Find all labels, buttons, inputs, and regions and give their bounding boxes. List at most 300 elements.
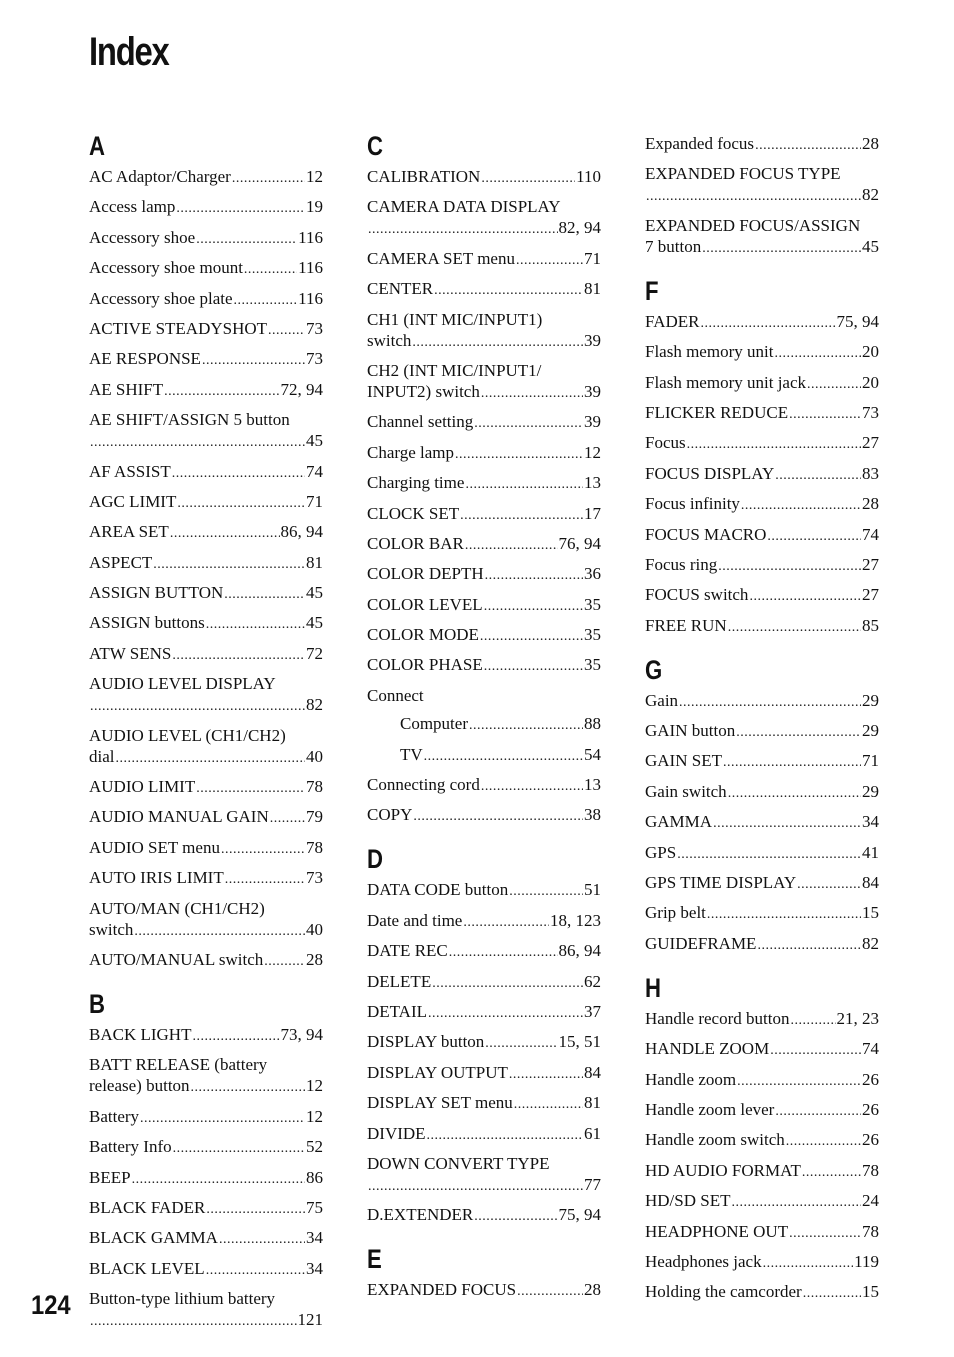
entry-page: 61 bbox=[584, 1123, 601, 1143]
entry-row bbox=[367, 940, 601, 963]
entry-page: 74 bbox=[862, 1039, 879, 1059]
entry-row bbox=[645, 1190, 879, 1213]
index-entry bbox=[89, 1136, 323, 1159]
dot-leader bbox=[646, 186, 861, 207]
dot-leader bbox=[509, 1064, 583, 1085]
dot-leader bbox=[797, 874, 861, 895]
entry-name: GAIN button bbox=[645, 721, 736, 741]
entry-first-line: CH2 (INT MIC/INPUT1/ bbox=[367, 360, 542, 380]
entry-page: 28 bbox=[306, 949, 323, 969]
dot-leader bbox=[432, 973, 583, 994]
dot-leader bbox=[485, 1033, 557, 1054]
index-entry bbox=[367, 503, 601, 526]
dot-leader bbox=[244, 259, 297, 280]
entry-row bbox=[89, 348, 323, 371]
index-entry bbox=[645, 750, 879, 773]
dot-leader bbox=[460, 505, 583, 526]
entry-page: 110 bbox=[576, 167, 601, 186]
dot-leader bbox=[465, 474, 583, 495]
entry-page: 71 bbox=[862, 751, 879, 771]
dot-leader bbox=[134, 921, 305, 942]
index-entry bbox=[645, 524, 879, 547]
dot-leader bbox=[517, 1281, 583, 1302]
section-letter: D bbox=[367, 844, 383, 875]
dot-leader bbox=[713, 813, 861, 834]
dot-leader bbox=[755, 135, 861, 156]
index-entry bbox=[645, 1099, 879, 1122]
dot-leader bbox=[368, 1176, 583, 1197]
index-entry bbox=[89, 1288, 323, 1332]
entry-page: 116 bbox=[298, 227, 323, 247]
dot-leader bbox=[707, 904, 861, 925]
entry-name: FOCUS switch bbox=[645, 585, 749, 605]
entry-row bbox=[89, 1106, 323, 1129]
index-entry bbox=[645, 933, 879, 956]
entry-page: 39 bbox=[584, 330, 601, 350]
index-entry bbox=[89, 582, 323, 605]
index-entry bbox=[89, 1024, 323, 1047]
entry-page: 81 bbox=[584, 1093, 601, 1113]
index-entry bbox=[89, 379, 323, 402]
entry-page: 81 bbox=[584, 279, 601, 299]
dot-leader bbox=[485, 565, 583, 586]
entry-page: 13 bbox=[584, 473, 601, 493]
entry-name: Channel setting bbox=[367, 412, 474, 432]
entry-name: Connecting cord bbox=[367, 775, 480, 795]
section-letter: E bbox=[367, 1244, 382, 1275]
entry-row bbox=[89, 1227, 323, 1250]
entry-row bbox=[645, 311, 879, 334]
index-entry bbox=[645, 1221, 879, 1244]
index-entry bbox=[645, 811, 879, 834]
entry-page: 119 bbox=[854, 1251, 879, 1271]
entry-page: 45 bbox=[306, 583, 323, 603]
entry-page: 26 bbox=[862, 1099, 879, 1119]
dot-leader bbox=[463, 912, 549, 933]
entry-name: DISPLAY OUTPUT bbox=[367, 1062, 508, 1082]
dot-leader bbox=[700, 313, 835, 334]
index-entry bbox=[645, 402, 879, 425]
entry-name: Focus bbox=[645, 433, 686, 453]
dot-leader bbox=[177, 493, 305, 514]
index-entry bbox=[645, 720, 879, 743]
entry-row bbox=[367, 1174, 601, 1197]
entry-name: Handle zoom bbox=[645, 1069, 737, 1089]
entry-row bbox=[367, 411, 601, 434]
entry-page: 82 bbox=[862, 185, 879, 205]
entry-page: 12 bbox=[306, 1076, 323, 1096]
index-entry bbox=[367, 411, 601, 434]
index-entry bbox=[645, 842, 879, 865]
entry-page: 29 bbox=[862, 721, 879, 741]
entry-name: Focus infinity bbox=[645, 494, 740, 514]
index-entry bbox=[89, 1227, 323, 1250]
entry-row bbox=[89, 1258, 323, 1281]
entry-name: Grip belt bbox=[645, 903, 706, 923]
entry-row bbox=[89, 746, 323, 769]
entry-row bbox=[367, 1204, 601, 1227]
entry-name: Battery Info bbox=[89, 1137, 172, 1157]
entry-name: release) button bbox=[89, 1076, 190, 1096]
entry-row bbox=[645, 720, 879, 743]
entry-page: 62 bbox=[584, 971, 601, 991]
index-entry bbox=[89, 949, 323, 972]
entry-page: 35 bbox=[584, 655, 601, 675]
entry-row bbox=[367, 533, 601, 556]
index-entry bbox=[367, 971, 601, 994]
entry-row bbox=[645, 1008, 879, 1031]
entry-page: 76, 94 bbox=[558, 533, 601, 553]
dot-leader bbox=[774, 343, 861, 364]
index-entry bbox=[645, 1190, 879, 1213]
entry-page: 86 bbox=[306, 1167, 323, 1187]
section-letter: C bbox=[367, 131, 383, 161]
entry-row bbox=[645, 493, 879, 516]
dot-leader bbox=[206, 1199, 305, 1220]
entry-first-line: Button-type lithium battery bbox=[89, 1289, 276, 1309]
entry-row bbox=[89, 379, 323, 402]
dot-leader bbox=[172, 645, 305, 666]
entry-row bbox=[367, 1092, 601, 1115]
dot-leader bbox=[225, 869, 305, 890]
index-entry bbox=[89, 1106, 323, 1129]
entry-name: BLACK FADER bbox=[89, 1197, 206, 1217]
entry-name: Battery bbox=[89, 1106, 140, 1126]
index-entry bbox=[89, 461, 323, 484]
entry-row bbox=[400, 713, 601, 736]
index-entry bbox=[367, 1279, 601, 1302]
entry-page: 81 bbox=[306, 552, 323, 572]
index-entry bbox=[89, 491, 323, 514]
entry-name: DETAIL bbox=[367, 1001, 428, 1021]
dot-leader bbox=[807, 374, 861, 395]
entry-name: AF ASSIST bbox=[89, 461, 171, 481]
entry-page: 39 bbox=[584, 381, 601, 401]
entry-row bbox=[645, 1160, 879, 1183]
index-entry bbox=[367, 196, 601, 240]
entry-page: 72, 94 bbox=[280, 379, 323, 399]
entry-row bbox=[367, 1279, 601, 1302]
entry-page: 15 bbox=[862, 1282, 879, 1302]
entry-page: 116 bbox=[298, 258, 323, 278]
index-entry bbox=[89, 227, 323, 250]
index-entry bbox=[89, 521, 323, 544]
entry-row bbox=[367, 166, 601, 189]
dot-leader bbox=[481, 383, 583, 404]
entry-first-line: AUTO/MAN (CH1/CH2) bbox=[89, 898, 265, 918]
dot-leader bbox=[737, 1071, 861, 1092]
entry-name: DATA CODE button bbox=[367, 880, 509, 900]
index-column-1 bbox=[89, 130, 323, 1340]
index-entry bbox=[89, 837, 323, 860]
page-title: Index bbox=[89, 30, 169, 74]
page-number: 124 bbox=[31, 1290, 71, 1320]
entry-row bbox=[367, 774, 601, 797]
entry-name: Headphones jack bbox=[645, 1251, 762, 1271]
entry-name: EXPANDED FOCUS bbox=[367, 1280, 517, 1300]
entry-name: BLACK LEVEL bbox=[89, 1258, 205, 1278]
index-entry bbox=[367, 1153, 601, 1197]
entry-first-line: CAMERA DATA DISPLAY bbox=[367, 197, 561, 217]
index-entry bbox=[367, 713, 601, 736]
index-entry bbox=[645, 1008, 879, 1031]
section-letter: A bbox=[89, 131, 105, 161]
entry-page: 82, 94 bbox=[558, 218, 601, 238]
entry-row bbox=[367, 879, 601, 902]
index-entry bbox=[367, 563, 601, 586]
entry-name: BACK LIGHT bbox=[89, 1024, 192, 1044]
entry-row bbox=[645, 184, 879, 207]
index-entry bbox=[89, 1054, 323, 1098]
entry-row bbox=[645, 933, 879, 956]
entry-name: COLOR MODE bbox=[367, 625, 479, 645]
index-entry bbox=[645, 1038, 879, 1061]
entry-name: DISPLAY SET menu bbox=[367, 1093, 513, 1113]
entry-page: 21, 23 bbox=[836, 1008, 879, 1028]
index-entry bbox=[367, 1062, 601, 1085]
index-entry bbox=[645, 493, 879, 516]
dot-leader bbox=[728, 783, 861, 804]
entry-page: 75 bbox=[306, 1197, 323, 1217]
dot-leader bbox=[802, 1162, 861, 1183]
entry-row bbox=[367, 503, 601, 526]
dot-leader bbox=[770, 1040, 861, 1061]
entry-page: 79 bbox=[306, 807, 323, 827]
dot-leader bbox=[424, 746, 583, 767]
entry-row bbox=[645, 872, 879, 895]
entry-name: Accessory shoe plate bbox=[89, 288, 233, 308]
entry-name: COLOR BAR bbox=[367, 533, 464, 553]
dot-leader bbox=[90, 432, 305, 453]
index-entry bbox=[89, 196, 323, 219]
entry-page: 45 bbox=[306, 431, 323, 451]
entry-row bbox=[89, 867, 323, 890]
entry-name: HD AUDIO FORMAT bbox=[645, 1160, 801, 1180]
entry-row bbox=[645, 584, 879, 607]
entry-name: Expanded focus bbox=[645, 134, 755, 153]
entry-page: 82 bbox=[862, 933, 879, 953]
dot-leader bbox=[270, 808, 305, 829]
index-entry bbox=[645, 341, 879, 364]
index-entry bbox=[89, 776, 323, 799]
dot-leader bbox=[718, 556, 861, 577]
dot-leader bbox=[731, 1192, 861, 1213]
entry-name: Gain switch bbox=[645, 781, 727, 801]
entry-name: BLACK GAMMA bbox=[89, 1228, 218, 1248]
entry-first-line: AUDIO LEVEL (CH1/CH2) bbox=[89, 725, 286, 745]
entry-row bbox=[89, 166, 323, 189]
dot-leader bbox=[172, 463, 305, 484]
index-entry bbox=[367, 1092, 601, 1115]
index-entry bbox=[645, 372, 879, 395]
section-letter: B bbox=[89, 988, 105, 1019]
entry-name: AUDIO LIMIT bbox=[89, 777, 196, 797]
index-entry bbox=[367, 654, 601, 677]
entry-page: 84 bbox=[862, 873, 879, 893]
index-entry bbox=[367, 744, 601, 767]
entry-name: ATW SENS bbox=[89, 643, 172, 663]
entry-name: ASSIGN buttons bbox=[89, 613, 205, 633]
entry-row bbox=[645, 1099, 879, 1122]
entry-row bbox=[645, 842, 879, 865]
dot-leader bbox=[509, 881, 583, 902]
entry-page: 78 bbox=[306, 837, 323, 857]
entry-name: HD/SD SET bbox=[645, 1191, 731, 1211]
entry-row bbox=[645, 402, 879, 425]
entry-heading-text: Connect bbox=[367, 685, 424, 705]
entry-row bbox=[367, 217, 601, 240]
entry-page: 74 bbox=[862, 524, 879, 544]
entry-page: 26 bbox=[862, 1069, 879, 1089]
entry-name: Accessory shoe mount bbox=[89, 258, 243, 278]
dot-leader bbox=[741, 495, 861, 516]
entry-name: ASPECT bbox=[89, 552, 153, 572]
entry-page: 45 bbox=[862, 236, 879, 256]
entry-row bbox=[89, 257, 323, 280]
entry-name: INPUT2) switch bbox=[367, 381, 480, 401]
entry-row bbox=[645, 1038, 879, 1061]
index-entry bbox=[89, 166, 323, 189]
entry-page: 75, 94 bbox=[558, 1205, 601, 1225]
entry-page: 73 bbox=[306, 868, 323, 888]
index-entry bbox=[367, 278, 601, 301]
dot-leader bbox=[116, 748, 306, 769]
entry-name: CAMERA SET menu bbox=[367, 248, 515, 268]
dot-leader bbox=[202, 350, 305, 371]
entry-page: 45 bbox=[306, 613, 323, 633]
entry-row bbox=[89, 919, 323, 942]
entry-row bbox=[645, 781, 879, 804]
index-entry bbox=[89, 725, 323, 769]
entry-page: 72 bbox=[306, 643, 323, 663]
index-entry bbox=[645, 163, 879, 207]
index-entry bbox=[367, 910, 601, 933]
section-letter: H bbox=[645, 972, 661, 1003]
dot-leader bbox=[173, 1138, 305, 1159]
entry-name: switch bbox=[89, 919, 134, 939]
entry-name: AREA SET bbox=[89, 522, 169, 542]
dot-leader bbox=[789, 404, 861, 425]
entry-page: 41 bbox=[862, 842, 879, 862]
index-entry bbox=[367, 248, 601, 271]
entry-page: 35 bbox=[584, 625, 601, 645]
dot-leader bbox=[449, 942, 558, 963]
dot-leader bbox=[803, 1283, 861, 1304]
index-entry bbox=[367, 804, 601, 827]
dot-leader bbox=[140, 1108, 305, 1129]
dot-leader bbox=[474, 413, 583, 434]
entry-page: 13 bbox=[584, 775, 601, 795]
index-entry bbox=[89, 552, 323, 575]
entry-row bbox=[89, 1167, 323, 1190]
entry-name: ACTIVE STEADYSHOT bbox=[89, 318, 268, 338]
entry-row bbox=[89, 612, 323, 635]
dot-leader bbox=[434, 280, 583, 301]
entry-page: 78 bbox=[306, 777, 323, 797]
entry-row bbox=[645, 1221, 879, 1244]
entry-page: 73 bbox=[862, 402, 879, 422]
index-entry bbox=[367, 166, 601, 189]
entry-name: DATE REC bbox=[367, 941, 448, 961]
entry-page: 28 bbox=[862, 494, 879, 514]
entry-name: AUDIO SET menu bbox=[89, 837, 220, 857]
index-entry bbox=[367, 1204, 601, 1227]
entry-page: 12 bbox=[584, 442, 601, 462]
entry-row bbox=[645, 372, 879, 395]
entry-first-line: EXPANDED FOCUS TYPE bbox=[645, 164, 841, 184]
entry-row bbox=[89, 461, 323, 484]
entry-name: FOCUS DISPLAY bbox=[645, 463, 775, 483]
index-entry bbox=[367, 472, 601, 495]
dot-leader bbox=[789, 1223, 861, 1244]
entry-name: COLOR DEPTH bbox=[367, 564, 484, 584]
entry-page: 35 bbox=[584, 594, 601, 614]
entry-name: dial bbox=[89, 746, 115, 766]
dot-leader bbox=[90, 696, 305, 717]
entry-row bbox=[645, 236, 879, 259]
index-entry bbox=[89, 673, 323, 717]
entry-name: FREE RUN bbox=[645, 615, 727, 635]
entry-row bbox=[89, 1024, 323, 1047]
index-entry bbox=[645, 432, 879, 455]
dot-leader bbox=[723, 752, 861, 773]
entry-row bbox=[89, 806, 323, 829]
entry-row bbox=[367, 248, 601, 271]
index-entry bbox=[89, 257, 323, 280]
dot-leader bbox=[196, 229, 297, 250]
entry-page: 40 bbox=[306, 919, 323, 939]
entry-page: 73 bbox=[306, 349, 323, 369]
index-entry bbox=[367, 1123, 601, 1146]
entry-page: 78 bbox=[862, 1160, 879, 1180]
entry-name: FOCUS MACRO bbox=[645, 524, 767, 544]
entry-page: 39 bbox=[584, 412, 601, 432]
dot-leader bbox=[728, 617, 861, 638]
entry-name: AE RESPONSE bbox=[89, 349, 201, 369]
dot-leader bbox=[679, 692, 861, 713]
entry-page: 29 bbox=[862, 781, 879, 801]
section-letter: F bbox=[645, 275, 659, 306]
entry-row bbox=[89, 582, 323, 605]
entry-name: Date and time bbox=[367, 910, 463, 930]
dot-leader bbox=[192, 1026, 279, 1047]
index-column-3 bbox=[645, 133, 879, 1312]
entry-page: 34 bbox=[862, 812, 879, 832]
dot-leader bbox=[427, 1125, 583, 1146]
entry-page: 54 bbox=[584, 744, 601, 764]
entry-row bbox=[645, 1129, 879, 1152]
dot-leader bbox=[164, 381, 279, 402]
entry-row bbox=[89, 1136, 323, 1159]
dot-leader bbox=[191, 1077, 305, 1098]
entry-row bbox=[645, 902, 879, 925]
entry-page: 37 bbox=[584, 1001, 601, 1021]
entry-page: 24 bbox=[862, 1191, 879, 1211]
entry-row bbox=[89, 949, 323, 972]
index-entry bbox=[645, 1069, 879, 1092]
index-entry bbox=[367, 879, 601, 902]
entry-name: Handle zoom lever bbox=[645, 1099, 775, 1119]
dot-leader bbox=[196, 778, 305, 799]
entry-page: 75, 94 bbox=[836, 311, 879, 331]
entry-page: 77 bbox=[584, 1174, 601, 1194]
index-entry bbox=[367, 1031, 601, 1054]
entry-row bbox=[89, 694, 323, 717]
dot-leader bbox=[687, 434, 861, 455]
entry-name: Gain bbox=[645, 690, 679, 710]
entry-row bbox=[367, 442, 601, 465]
entry-name: AUTO/MANUAL switch bbox=[89, 949, 264, 969]
